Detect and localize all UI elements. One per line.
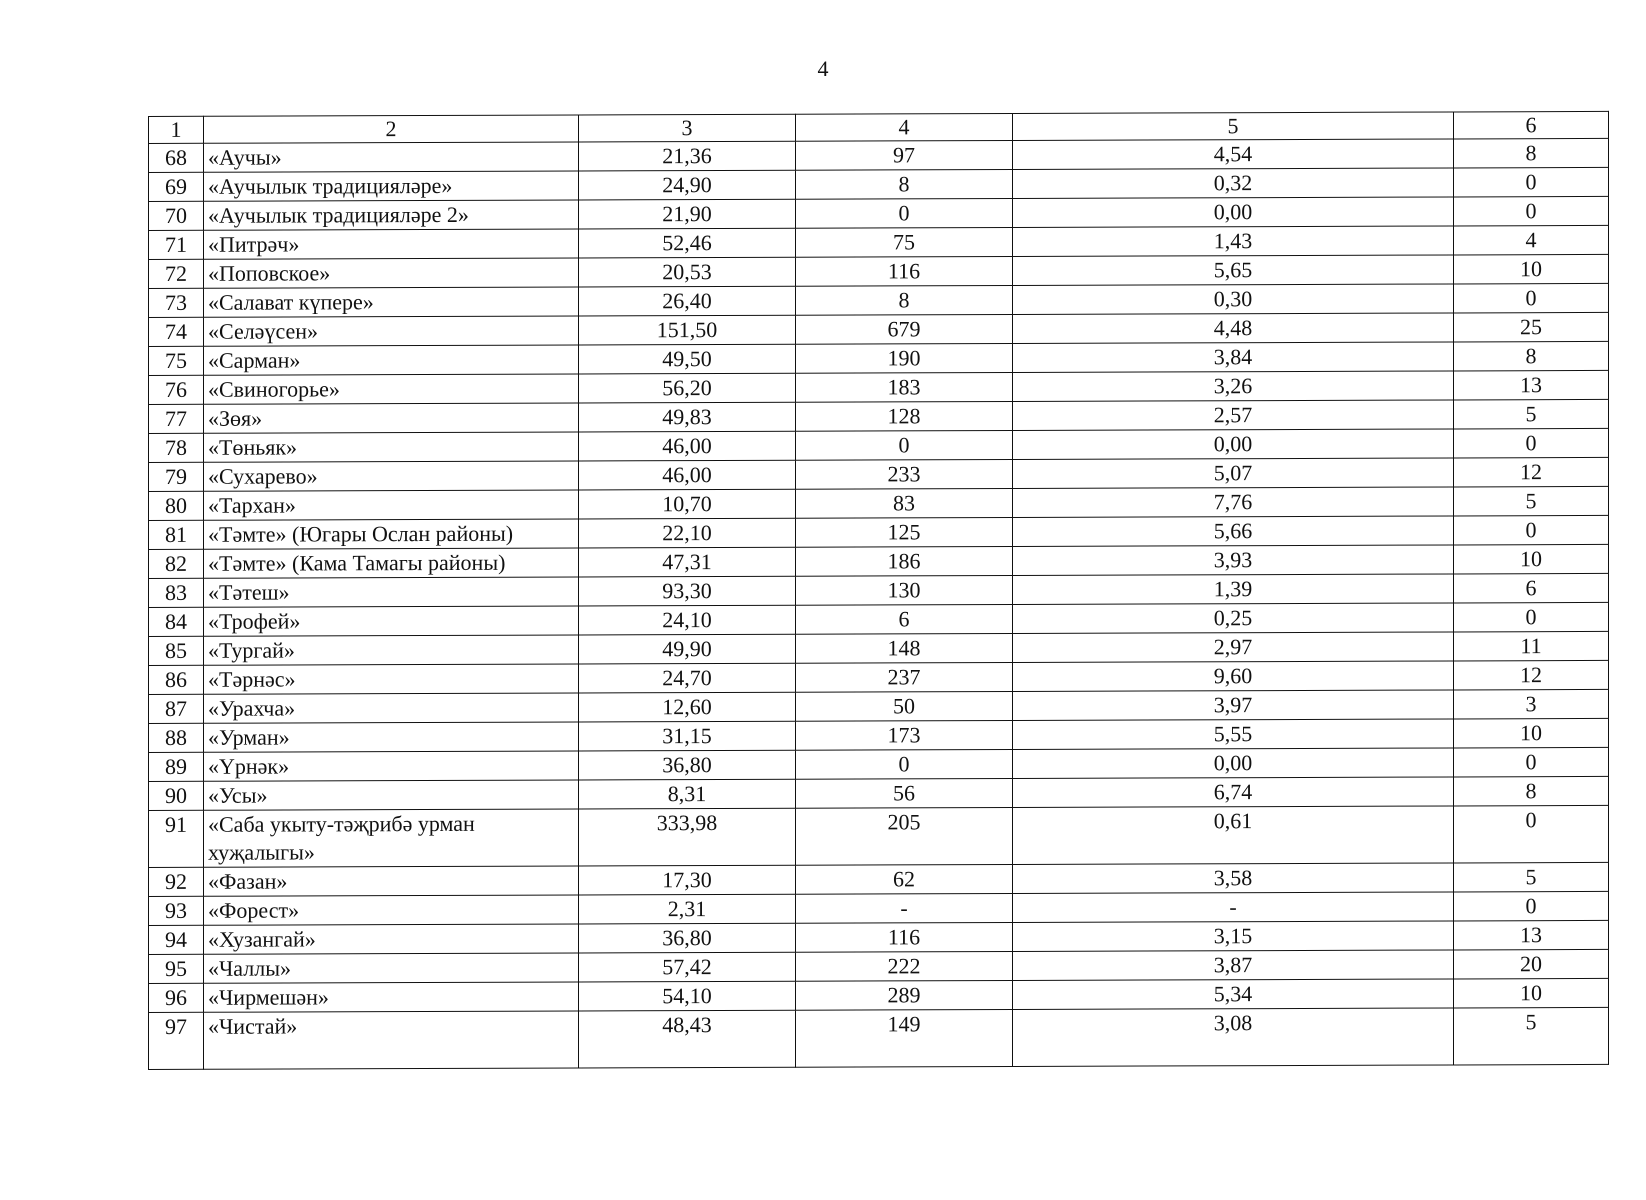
value-col-4: 116 bbox=[796, 256, 1013, 286]
value-col-4: 125 bbox=[796, 517, 1013, 547]
value-col-4: 50 bbox=[796, 691, 1013, 721]
value-col-6: 11 bbox=[1454, 631, 1609, 661]
row-number: 87 bbox=[149, 694, 204, 723]
row-number: 74 bbox=[149, 317, 204, 346]
value-col-6: 5 bbox=[1454, 399, 1609, 429]
value-col-3: 21,36 bbox=[579, 141, 796, 171]
value-col-5: 3,08 bbox=[1013, 1008, 1454, 1067]
value-col-6: 13 bbox=[1454, 370, 1609, 400]
row-number: 70 bbox=[149, 201, 204, 230]
value-col-5: 1,43 bbox=[1013, 226, 1454, 257]
value-col-5: 3,93 bbox=[1013, 545, 1454, 576]
row-number: 85 bbox=[149, 636, 204, 665]
value-col-5: 7,76 bbox=[1013, 487, 1454, 518]
value-col-4: 0 bbox=[796, 198, 1013, 228]
value-col-6: 0 bbox=[1454, 891, 1609, 921]
value-col-5: 9,60 bbox=[1013, 661, 1454, 692]
value-col-4: 186 bbox=[796, 546, 1013, 576]
hunting-ground-name: «Форест» bbox=[204, 895, 579, 925]
value-col-6: 8 bbox=[1454, 341, 1609, 371]
value-col-6: 8 bbox=[1454, 776, 1609, 806]
row-number: 80 bbox=[149, 491, 204, 520]
hunting-ground-name: «Сарман» bbox=[204, 345, 579, 375]
value-col-3: 46,00 bbox=[579, 460, 796, 490]
value-col-6: 6 bbox=[1454, 573, 1609, 603]
value-col-3: 52,46 bbox=[579, 228, 796, 258]
value-col-6: 0 bbox=[1454, 747, 1609, 777]
hunting-ground-name: «Урахча» bbox=[204, 693, 579, 723]
row-number: 79 bbox=[149, 462, 204, 491]
value-col-5: 5,66 bbox=[1013, 516, 1454, 547]
hunting-ground-name: «Урман» bbox=[204, 722, 579, 752]
value-col-4: 205 bbox=[796, 807, 1013, 865]
value-col-4: 222 bbox=[796, 951, 1013, 981]
value-col-3: 24,90 bbox=[579, 170, 796, 200]
column-header: 6 bbox=[1454, 111, 1609, 139]
value-col-6: 0 bbox=[1454, 196, 1609, 226]
value-col-4: 8 bbox=[796, 169, 1013, 199]
hunting-ground-name: «Усы» bbox=[204, 780, 579, 810]
value-col-5: 5,65 bbox=[1013, 255, 1454, 286]
row-number: 75 bbox=[149, 346, 204, 375]
row-number: 95 bbox=[149, 954, 204, 983]
value-col-4: 56 bbox=[796, 778, 1013, 808]
value-col-5: 0,00 bbox=[1013, 748, 1454, 779]
row-number: 91 bbox=[149, 810, 204, 867]
row-number: 93 bbox=[149, 896, 204, 925]
value-col-3: 49,90 bbox=[579, 634, 796, 664]
value-col-5: 3,58 bbox=[1013, 863, 1454, 894]
row-number: 89 bbox=[149, 752, 204, 781]
value-col-5: 1,39 bbox=[1013, 574, 1454, 605]
hunting-ground-name: «Фазан» bbox=[204, 866, 579, 896]
hunting-ground-name: «Аучы» bbox=[204, 142, 579, 172]
hunting-ground-name: «Чистай» bbox=[204, 1011, 579, 1069]
row-number: 77 bbox=[149, 404, 204, 433]
value-col-6: 10 bbox=[1454, 718, 1609, 748]
value-col-6: 10 bbox=[1454, 544, 1609, 574]
column-header: 1 bbox=[149, 116, 204, 143]
row-number: 72 bbox=[149, 259, 204, 288]
hunting-ground-name: «Тәтеш» bbox=[204, 577, 579, 607]
value-col-5: 3,15 bbox=[1013, 921, 1454, 952]
value-col-4: 6 bbox=[796, 604, 1013, 634]
value-col-4: 233 bbox=[796, 459, 1013, 489]
column-header: 2 bbox=[204, 115, 579, 143]
value-col-3: 56,20 bbox=[579, 373, 796, 403]
value-col-3: 46,00 bbox=[579, 431, 796, 461]
value-col-6: 13 bbox=[1454, 920, 1609, 950]
value-col-6: 12 bbox=[1454, 660, 1609, 690]
value-col-4: 679 bbox=[796, 314, 1013, 344]
row-number: 96 bbox=[149, 983, 204, 1012]
hunting-ground-name: «Хузангай» bbox=[204, 924, 579, 954]
value-col-5: 0,00 bbox=[1013, 197, 1454, 228]
value-col-4: 116 bbox=[796, 922, 1013, 952]
value-col-5: 0,61 bbox=[1013, 806, 1454, 865]
value-col-4: 8 bbox=[796, 285, 1013, 315]
value-col-6: 5 bbox=[1454, 1007, 1609, 1065]
row-number: 78 bbox=[149, 433, 204, 462]
page-number: 4 bbox=[817, 56, 829, 81]
value-col-3: 49,83 bbox=[579, 402, 796, 432]
hunting-ground-name: «Саба укыту-тәҗрибә урман хуҗалыгы» bbox=[204, 809, 579, 867]
value-col-4: 237 bbox=[796, 662, 1013, 692]
value-col-3: 8,31 bbox=[579, 779, 796, 809]
value-col-5: 5,34 bbox=[1013, 979, 1454, 1010]
table-row bbox=[149, 805, 1609, 867]
row-number: 88 bbox=[149, 723, 204, 752]
value-col-5: 3,97 bbox=[1013, 690, 1454, 721]
hunting-ground-name: «Селәүсен» bbox=[204, 316, 579, 346]
value-col-4: 183 bbox=[796, 372, 1013, 402]
row-number: 73 bbox=[149, 288, 204, 317]
hunting-ground-name: «Салават күпере» bbox=[204, 287, 579, 317]
row-number: 94 bbox=[149, 925, 204, 954]
row-number: 82 bbox=[149, 549, 204, 578]
hunting-ground-name: «Зөя» bbox=[204, 403, 579, 433]
value-col-6: 4 bbox=[1454, 225, 1609, 255]
value-col-6: 10 bbox=[1454, 978, 1609, 1008]
value-col-5: 0,25 bbox=[1013, 603, 1454, 634]
value-col-4: 190 bbox=[796, 343, 1013, 373]
value-col-4: 75 bbox=[796, 227, 1013, 257]
value-col-3: 57,42 bbox=[579, 952, 796, 982]
hunting-ground-name: «Трофей» bbox=[204, 606, 579, 636]
row-number: 81 bbox=[149, 520, 204, 549]
hunting-ground-name: «Төньяк» bbox=[204, 432, 579, 462]
hunting-ground-name: «Үрнәк» bbox=[204, 751, 579, 781]
table-body bbox=[149, 111, 1609, 1069]
value-col-3: 49,50 bbox=[579, 344, 796, 374]
value-col-3: 47,31 bbox=[579, 547, 796, 577]
value-col-6: 5 bbox=[1454, 862, 1609, 892]
row-number: 71 bbox=[149, 230, 204, 259]
value-col-6: 0 bbox=[1454, 167, 1609, 197]
hunting-ground-name: «Чаллы» bbox=[204, 953, 579, 983]
value-col-3: 54,10 bbox=[579, 981, 796, 1011]
hunting-ground-name: «Тәмте» (Югары Ослан районы) bbox=[204, 519, 579, 549]
value-col-6: 3 bbox=[1454, 689, 1609, 719]
hunting-ground-name: «Тургай» bbox=[204, 635, 579, 665]
hunting-ground-name: «Чирмешән» bbox=[204, 982, 579, 1012]
column-header: 4 bbox=[796, 113, 1013, 141]
value-col-3: 24,70 bbox=[579, 663, 796, 693]
value-col-6: 0 bbox=[1454, 283, 1609, 313]
row-number: 69 bbox=[149, 172, 204, 201]
value-col-6: 20 bbox=[1454, 949, 1609, 979]
value-col-3: 36,80 bbox=[579, 750, 796, 780]
row-number: 83 bbox=[149, 578, 204, 607]
value-col-6: 25 bbox=[1454, 312, 1609, 342]
value-col-3: 151,50 bbox=[579, 315, 796, 345]
value-col-5: 4,48 bbox=[1013, 313, 1454, 344]
value-col-5: 3,84 bbox=[1013, 342, 1454, 373]
value-col-5: 5,55 bbox=[1013, 719, 1454, 750]
value-col-6: 5 bbox=[1454, 486, 1609, 516]
hunting-ground-name: «Тәрнәс» bbox=[204, 664, 579, 694]
row-number: 68 bbox=[149, 143, 204, 172]
value-col-3: 21,90 bbox=[579, 199, 796, 229]
value-col-4: 0 bbox=[796, 430, 1013, 460]
data-table bbox=[148, 111, 1609, 1070]
value-col-3: 24,10 bbox=[579, 605, 796, 635]
value-col-3: 36,80 bbox=[579, 923, 796, 953]
value-col-5: 4,54 bbox=[1013, 139, 1454, 170]
value-col-3: 10,70 bbox=[579, 489, 796, 519]
value-col-3: 12,60 bbox=[579, 692, 796, 722]
hunting-ground-name: «Свиногорье» bbox=[204, 374, 579, 404]
value-col-5: 6,74 bbox=[1013, 777, 1454, 808]
value-col-4: 148 bbox=[796, 633, 1013, 663]
value-col-6: 0 bbox=[1454, 805, 1609, 863]
value-col-3: 26,40 bbox=[579, 286, 796, 316]
row-number: 86 bbox=[149, 665, 204, 694]
value-col-4: 97 bbox=[796, 140, 1013, 170]
hunting-ground-name: «Тәмте» (Кама Тамагы районы) bbox=[204, 548, 579, 578]
column-header: 3 bbox=[579, 114, 796, 142]
value-col-5: 0,00 bbox=[1013, 429, 1454, 460]
hunting-ground-name: «Аучылык традицияләре 2» bbox=[204, 200, 579, 230]
value-col-6: 8 bbox=[1454, 138, 1609, 168]
row-number: 92 bbox=[149, 867, 204, 896]
value-col-5: 0,30 bbox=[1013, 284, 1454, 315]
value-col-4: 83 bbox=[796, 488, 1013, 518]
value-col-4: 173 bbox=[796, 720, 1013, 750]
value-col-4: 128 bbox=[796, 401, 1013, 431]
hunting-ground-name: «Сухарево» bbox=[204, 461, 579, 491]
value-col-6: 0 bbox=[1454, 602, 1609, 632]
row-number: 90 bbox=[149, 781, 204, 810]
value-col-3: 333,98 bbox=[579, 808, 796, 866]
hunting-ground-name: «Тархан» bbox=[204, 490, 579, 520]
value-col-6: 10 bbox=[1454, 254, 1609, 284]
value-col-4: 130 bbox=[796, 575, 1013, 605]
value-col-5: 0,32 bbox=[1013, 168, 1454, 199]
value-col-6: 0 bbox=[1454, 515, 1609, 545]
value-col-5: 3,87 bbox=[1013, 950, 1454, 981]
value-col-3: 17,30 bbox=[579, 865, 796, 895]
row-number: 97 bbox=[149, 1012, 204, 1069]
value-col-4: 62 bbox=[796, 864, 1013, 894]
table-row bbox=[149, 1007, 1609, 1069]
value-col-3: 2,31 bbox=[579, 894, 796, 924]
value-col-4: 0 bbox=[796, 749, 1013, 779]
value-col-3: 93,30 bbox=[579, 576, 796, 606]
row-number: 76 bbox=[149, 375, 204, 404]
value-col-3: 20,53 bbox=[579, 257, 796, 287]
value-col-6: 12 bbox=[1454, 457, 1609, 487]
value-col-5: 2,57 bbox=[1013, 400, 1454, 431]
value-col-3: 31,15 bbox=[579, 721, 796, 751]
row-number: 84 bbox=[149, 607, 204, 636]
column-header: 5 bbox=[1013, 112, 1454, 141]
value-col-5: - bbox=[1013, 892, 1454, 923]
hunting-ground-name: «Поповское» bbox=[204, 258, 579, 288]
value-col-5: 2,97 bbox=[1013, 632, 1454, 663]
hunting-ground-name: «Аучылык традицияләре» bbox=[204, 171, 579, 201]
value-col-4: - bbox=[796, 893, 1013, 923]
value-col-5: 3,26 bbox=[1013, 371, 1454, 402]
hunting-ground-name: «Питрәч» bbox=[204, 229, 579, 259]
value-col-5: 5,07 bbox=[1013, 458, 1454, 489]
value-col-3: 22,10 bbox=[579, 518, 796, 548]
value-col-6: 0 bbox=[1454, 428, 1609, 458]
value-col-4: 149 bbox=[796, 1009, 1013, 1067]
value-col-3: 48,43 bbox=[579, 1010, 796, 1068]
value-col-4: 289 bbox=[796, 980, 1013, 1010]
